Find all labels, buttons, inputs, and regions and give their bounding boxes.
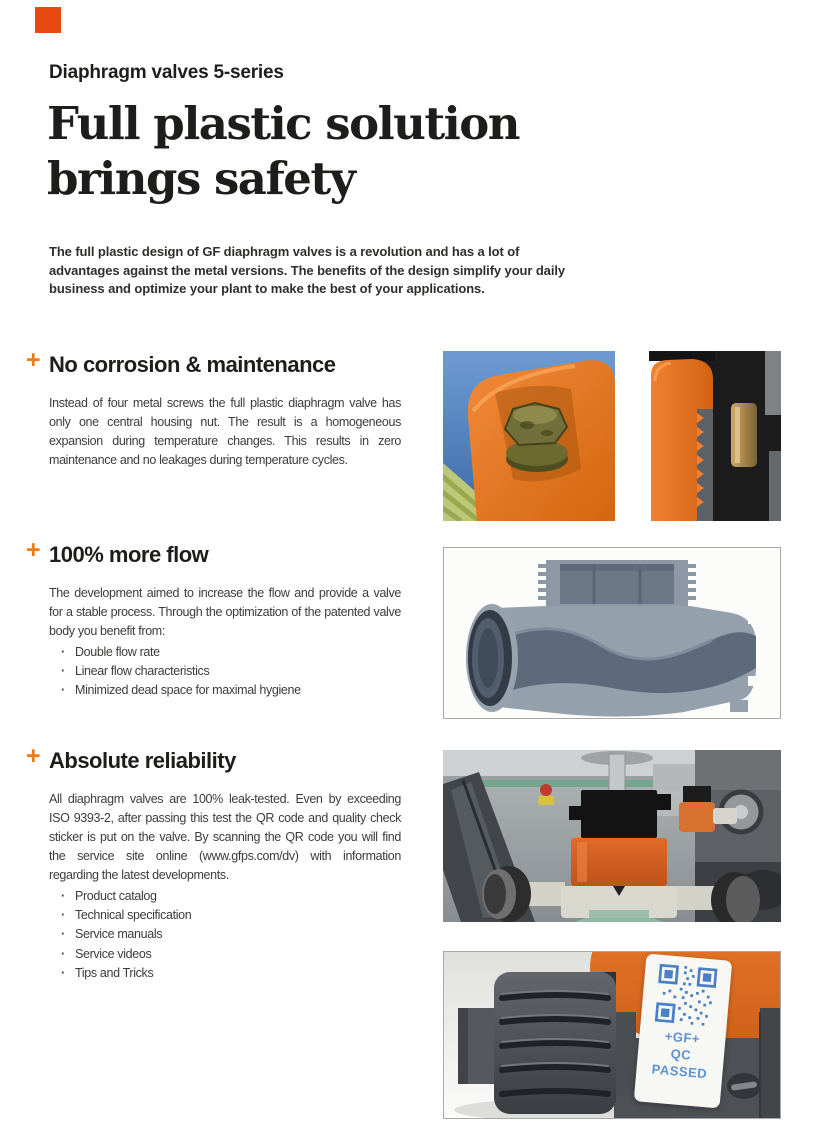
page-title-line-1: Full plastic solution: [47, 97, 520, 150]
section-more-flow: [26, 536, 401, 701]
bullet-dot-icon: ·: [61, 683, 65, 698]
sticker-line-gf: +GF+: [664, 1028, 701, 1047]
list-item: [49, 925, 401, 944]
kicker: Diaphragm valves 5-series: [49, 62, 284, 83]
list-item: [49, 887, 401, 906]
gf-logo-square-icon: [35, 7, 61, 33]
list-item: [49, 906, 401, 925]
plus-icon: +: [26, 742, 41, 770]
bullet-dot-icon: ·: [61, 908, 65, 923]
list-item-label: Minimized dead space for maximal hygiene: [75, 683, 301, 698]
section-no-corrosion: [26, 346, 401, 470]
bullet-dot-icon: ·: [61, 965, 65, 980]
list-item: [49, 681, 401, 700]
list-item: [49, 945, 401, 964]
section-body: The development aimed to increase the flow and provide a valve for a stable process. Through the optimization of the patented valve body you benefit from:: [49, 586, 401, 638]
photo-qc-passed-sticker-valve: [443, 951, 781, 1119]
benefit-list: [49, 643, 401, 701]
intro-line-3: business and optimize your plant to make the best of your applications.: [49, 281, 485, 297]
intro-paragraph: [49, 243, 565, 299]
photo-valve-body-cross-section: [443, 547, 781, 719]
qc-sticker: [634, 954, 733, 1109]
photo-pair: [443, 351, 781, 521]
section-heading: Absolute reliability: [49, 748, 236, 773]
service-list: [49, 887, 401, 983]
bullet-dot-icon: ·: [61, 889, 65, 903]
page-title-line-2: brings safety: [47, 152, 355, 205]
list-item-label: Linear flow characteristics: [75, 664, 210, 679]
corroded-screw-photo: [443, 351, 615, 521]
cross-section-illustration: [444, 548, 780, 718]
intro-line-2: advantages against the metal versions. The benefits of the design simplify your daily: [49, 262, 565, 278]
plus-icon: +: [26, 536, 41, 564]
list-item-label: Service manuals: [75, 927, 163, 942]
page-title: [47, 96, 519, 206]
plus-icon: +: [26, 346, 41, 374]
list-item-label: Technical specification: [75, 908, 192, 923]
bullet-dot-icon: ·: [61, 946, 65, 961]
list-item-label: Product catalog: [75, 889, 157, 903]
section-absolute-reliability: [26, 742, 401, 983]
list-item: [49, 643, 401, 662]
section-heading: No corrosion & maintenance: [49, 352, 336, 377]
qr-code-icon: [655, 964, 718, 1027]
section-body: Instead of four metal screws the full plastic diaphragm valve has only one central housing nut. The result is a homogeneous expansion during temperature changes. This results in zero maintenance and no leakages during temperature cycles.: [49, 396, 401, 467]
list-item: [49, 662, 401, 681]
photo-corroded-metal-vs-plastic: [443, 351, 781, 521]
section-heading: 100% more flow: [49, 542, 209, 567]
photo-leak-test-rig: [443, 750, 781, 922]
list-item: [49, 964, 401, 983]
test-rig-illustration: [443, 750, 781, 922]
bullet-dot-icon: ·: [61, 645, 65, 659]
list-item-label: Double flow rate: [75, 645, 160, 659]
list-item-label: Tips and Tricks: [75, 965, 154, 980]
sticker-line-passed: PASSED: [651, 1061, 708, 1082]
section-body: All diaphragm valves are 100% leak-tested. Even by exceeding ISO 9393-2, after passing this test the QR code and quality check sticker is put on the valve. By scanning the QR code you will find the service site online (www.gfps.com/dv) with information regarding the latest developments.: [49, 792, 401, 882]
bullet-dot-icon: ·: [61, 664, 65, 679]
intro-line-1: The full plastic design of GF diaphragm valves is a revolution and has a lot of: [49, 244, 520, 259]
plastic-cutaway-photo: [619, 351, 781, 521]
list-item-label: Service videos: [75, 946, 152, 961]
sticker-line-qc: QC: [670, 1046, 692, 1063]
bullet-dot-icon: ·: [61, 927, 65, 942]
